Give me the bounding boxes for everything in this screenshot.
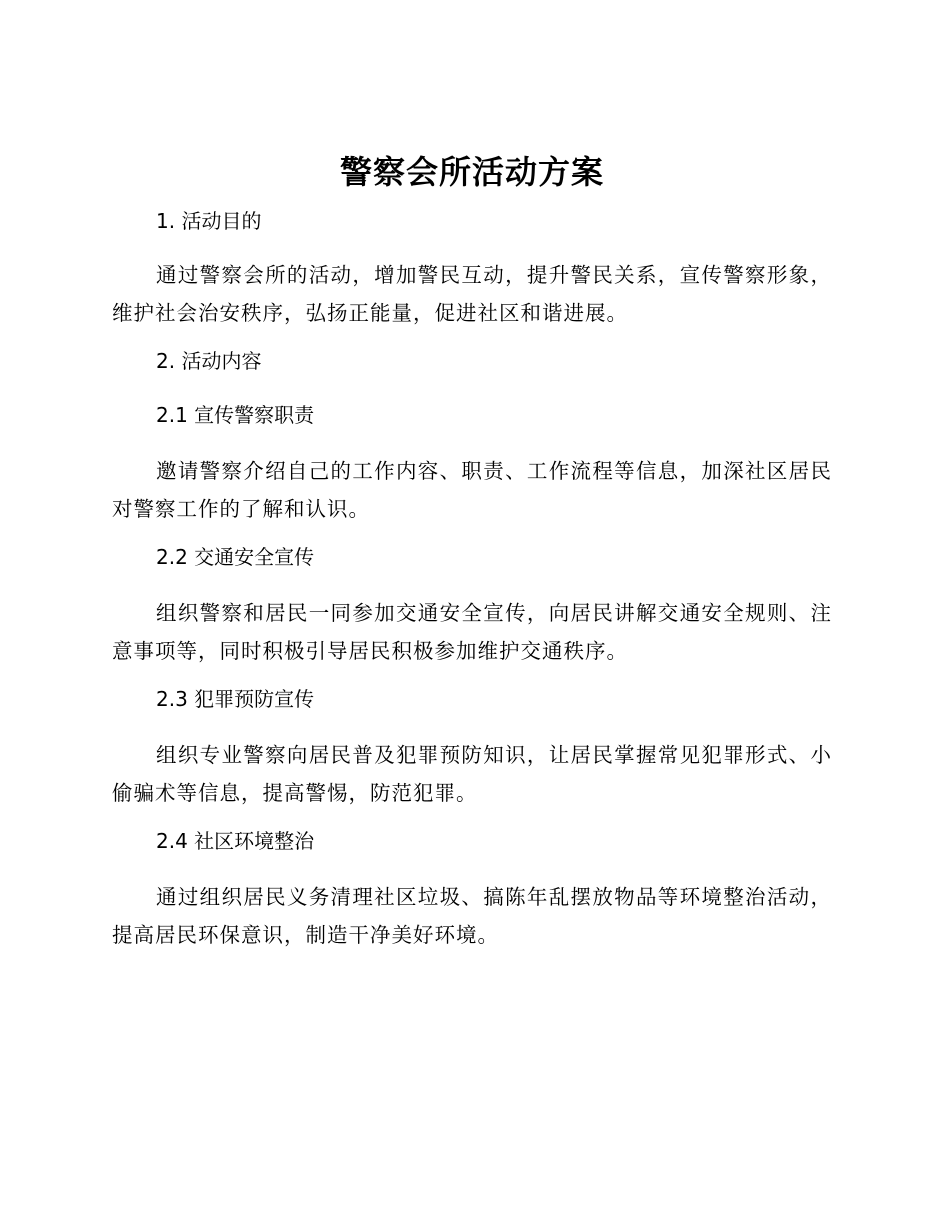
- section-environment: [112, 826, 832, 954]
- section-traffic-safety: [112, 542, 832, 670]
- section-crime-prevention: [112, 684, 832, 812]
- document-page: [112, 150, 832, 954]
- section-heading: 2. 活动内容: [156, 349, 262, 373]
- section-heading: 2.2 交通安全宣传: [156, 545, 315, 569]
- section-content: [112, 346, 832, 376]
- section-heading: 2.3 犯罪预防宣传: [156, 687, 315, 711]
- section-purpose: [112, 206, 832, 332]
- section-body: 组织警察和居民一同参加交通安全宣传，向居民讲解交通安全规则、注意事项等，同时积极引导居民积极参加维护交通秩序。: [112, 601, 832, 663]
- section-heading: 2.1 宣传警察职责: [156, 403, 315, 427]
- section-body: 邀请警察介绍自己的工作内容、职责、工作流程等信息，加深社区居民对警察工作的了解和认识。: [112, 459, 832, 521]
- section-heading: 1. 活动目的: [156, 209, 262, 233]
- section-body: 通过警察会所的活动，增加警民互动，提升警民关系，宣传警察形象，维护社会治安秩序，弘扬正能量，促进社区和谐进展。: [112, 263, 832, 325]
- section-body: 通过组织居民义务清理社区垃圾、搞陈年乱摆放物品等环境整治活动，提高居民环保意识，制造干净美好环境。: [112, 885, 832, 947]
- section-heading: 2.4 社区环境整治: [156, 829, 315, 853]
- section-police-duties: [112, 400, 832, 528]
- section-body: 组织专业警察向居民普及犯罪预防知识，让居民掌握常见犯罪形式、小偷骗术等信息，提高警惕，防范犯罪。: [112, 743, 832, 805]
- document-title: 警察会所活动方案: [339, 153, 604, 191]
